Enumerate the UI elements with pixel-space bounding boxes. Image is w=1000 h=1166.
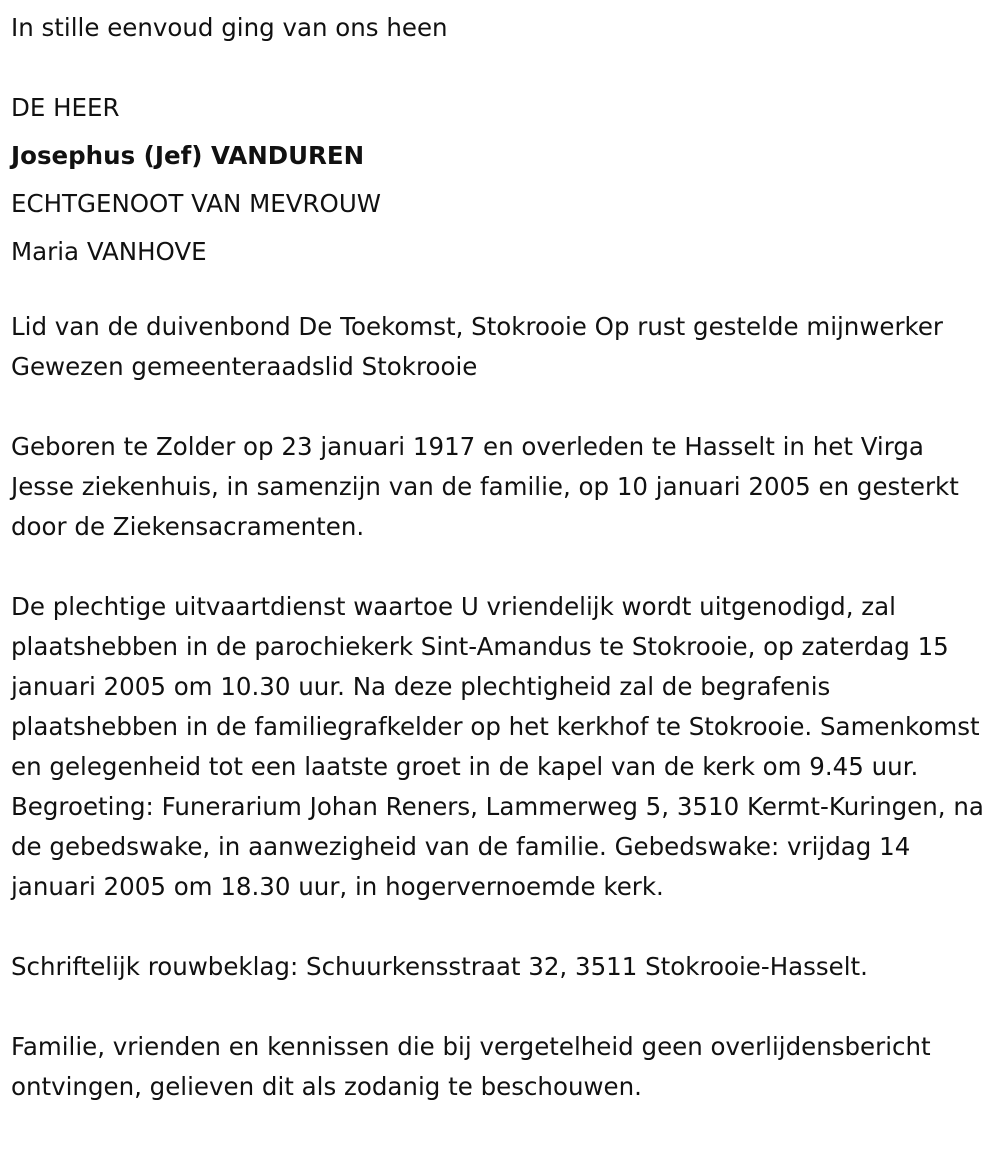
funeral-paragraph: De plechtige uitvaartdienst waartoe U vriendelijk wordt uitgenodigd, zal plaatshebben in de parochiekerk Sint-Amandus te Stokrooie, op zaterdag 15 januari 2005 om 10.30 uur. Na deze plechtigheid zal de begrafenis plaatshebben in de familiegrafkelder op het kerkhof te Stokrooie. Samenkomst en gelegenheid tot een laatste groet in de kapel van de kerk om 9.45 uur. Begroeting: Funerarium Johan Reners, Lammerweg 5, 3510 Kermt-Kuringen, na de gebedswake, in aanwezigheid van de familie. Gebedswake: vrijdag 14 januari 2005 om 18.30 uur, in hogervernoemde kerk. bbox=[11, 592, 984, 901]
relation-line: ECHTGENOOT VAN MEVROUW bbox=[11, 189, 382, 218]
obituary-notice bbox=[11, 4, 993, 1107]
spouse-name: Maria VANHOVE bbox=[11, 237, 207, 266]
membership-paragraph: Lid van de duivenbond De Toekomst, Stokrooie Op rust gestelde mijnwerker Gewezen gemeenteraadslid Stokrooie bbox=[11, 312, 943, 381]
title-line: DE HEER bbox=[11, 93, 120, 122]
intro-line: In stille eenvoud ging van ons heen bbox=[11, 13, 448, 42]
closing-paragraph: Familie, vrienden en kennissen die bij vergetelheid geen overlijdensbericht ontvingen, gelieven dit als zodanig te beschouwen. bbox=[11, 1032, 931, 1101]
birth-death-paragraph: Geboren te Zolder op 23 januari 1917 en overleden te Hasselt in het Virga Jesse ziekenhuis, in samenzijn van de familie, op 10 januari 2005 en gesterkt door de Ziekensacramenten. bbox=[11, 432, 959, 541]
condolences-paragraph: Schriftelijk rouwbeklag: Schuurkensstraat 32, 3511 Stokrooie-Hasselt. bbox=[11, 952, 868, 981]
deceased-name: Josephus (Jef) VANDUREN bbox=[11, 141, 365, 170]
